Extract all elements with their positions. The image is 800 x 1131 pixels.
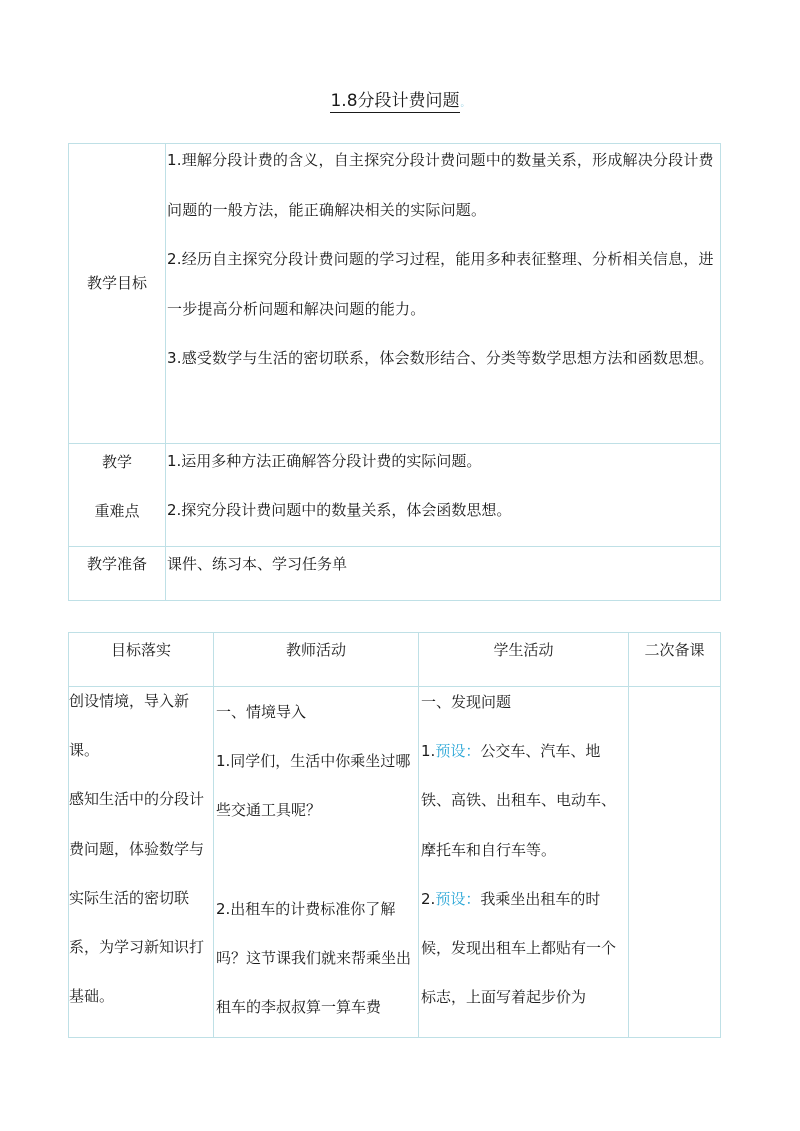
goals-label: 教学目标 [86, 274, 147, 292]
answer-1-number: 1. [421, 742, 436, 761]
answer-1-tag: 预设： [435, 742, 481, 761]
student-activity-content [421, 678, 616, 1022]
goals-content [167, 136, 717, 384]
student-answer-2 [421, 875, 616, 1023]
answer-2-tag: 预设： [435, 889, 481, 908]
keypoint-item-2: 2.探究分段计费问题中的数量关系，体会函数思想。 [167, 500, 512, 519]
keypoints-label-line1: 教学 [101, 453, 132, 471]
student-answer-1 [421, 727, 616, 875]
teacher-question-2: 2.出租车的计费标准你了解吗？这节课我们就来帮乘坐出租车的李叔叔算一算车费 [216, 899, 412, 1017]
answer-2-number: 2. [421, 889, 436, 908]
document-title [0, 90, 800, 115]
student-heading: 一、发现问题 [421, 693, 512, 711]
goal-item-3: 3.感受数学与生活的密切联系，体会数形结合、分类等数学思想方法和函数思想。 [167, 349, 714, 367]
header-student-activity: 学生活动 [493, 641, 554, 659]
prep-content: 课件、练习本、学习任务单 [167, 555, 348, 573]
teacher-heading: 一、情境导入 [216, 703, 307, 721]
teacher-activity-content [216, 688, 414, 1032]
prep-label: 教学准备 [86, 555, 147, 573]
answer-2-text: 我乘坐出租车的时候，发现出租车上都贴有一个标志，上面写着起步价为 [421, 889, 617, 1007]
teacher-question-1: 1.同学们，生活中你乘坐过哪些交通工具呢？ [216, 752, 411, 820]
header-second-prep: 二次备课 [644, 641, 705, 659]
keypoints-content [167, 437, 717, 534]
title-mark: 。 [460, 99, 470, 109]
answer-1-text: 公交车、汽车、地铁、高铁、出租车、电动车、摩托车和自行车等。 [421, 742, 617, 859]
goal-implementation-text: 创设情境，导入新课。 感知生活中的分段计费问题，体验数学与实际生活的密切联系，为学习新知识打基础。 [69, 692, 205, 1006]
keypoints-label-line2: 重难点 [94, 502, 140, 520]
title-text: 1.8分段计费问题 [330, 91, 460, 111]
goal-item-1: 1.理解分段计费的含义，自主探究分段计费问题中的数量关系，形成解决分段计费问题的一般方法，能正确解决相关的实际问题。 [167, 151, 714, 219]
keypoint-item-1: 1.运用多种方法正确解答分段计费的实际问题。 [167, 452, 482, 470]
header-teacher-activity: 教师活动 [285, 641, 346, 659]
goal-item-2: 2.经历自主探究分段计费问题的学习过程，能用多种表征整理、分析相关信息，进一步提高分析问题和解决问题的能力。 [167, 250, 714, 318]
header-goal-implementation: 目标落实 [110, 641, 171, 659]
